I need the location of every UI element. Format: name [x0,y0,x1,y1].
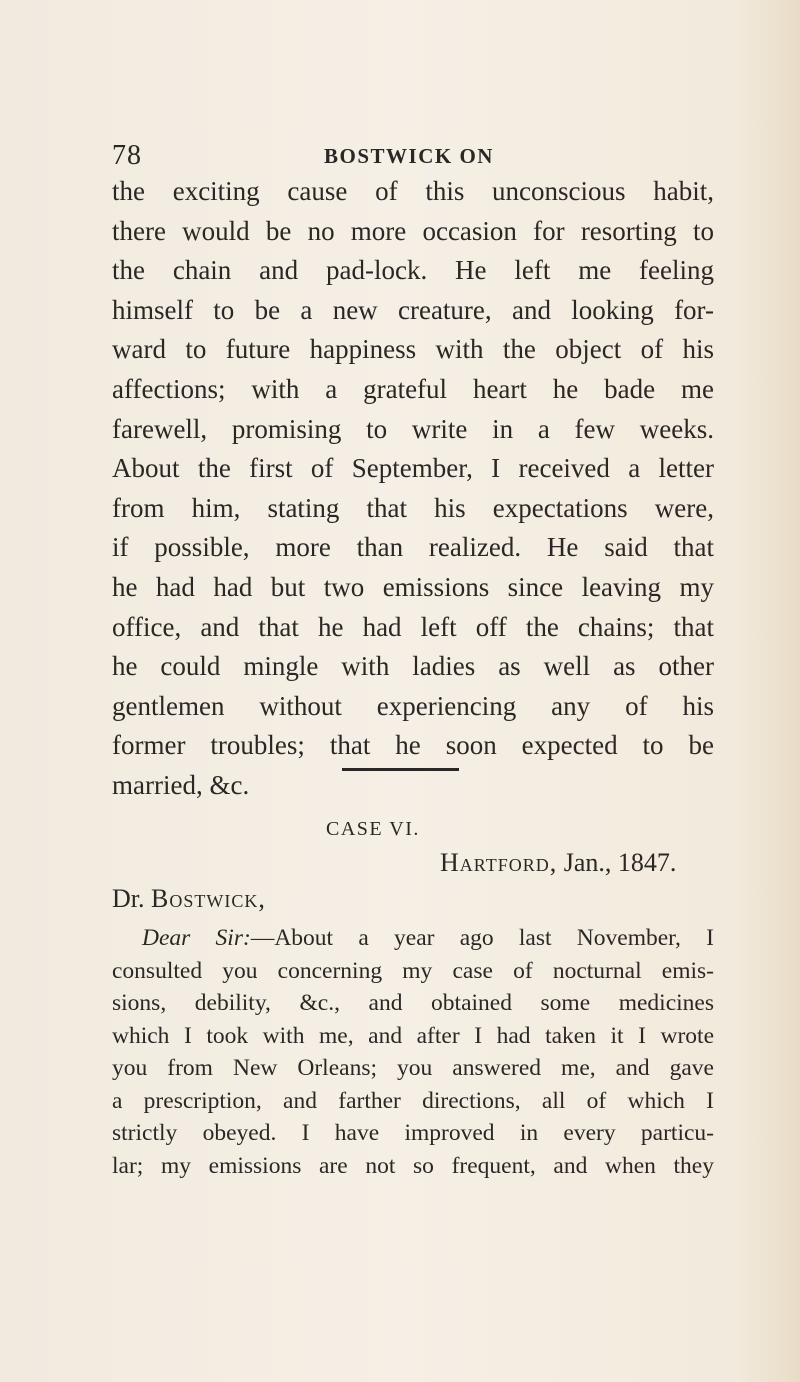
paragraph-line: the chain and pad-lock. He left me feeling [112,255,714,286]
letter-line: consulted you concerning my case of nocturnal emis- [112,957,714,984]
letter-line: a prescription, and farther directions, all of which I [112,1087,714,1114]
letter-line [112,922,714,955]
paragraph-line: the exciting cause of this unconscious habit, [112,176,714,206]
paragraph-line: ward to future happiness with the object of his [112,334,714,365]
letter-dateline [440,848,676,878]
letter-line: which I took with me, and after I had taken it I wrote [112,1022,714,1049]
section-divider [342,768,459,771]
letter-date: Jan., 1847. [563,848,677,877]
paragraph-line: About the first of September, I received a letter [112,453,714,484]
letter-first-line-rest: —About a year ago last November, I [250,925,714,951]
letter-line: you from New Orleans; you answered me, and gave [112,1055,714,1081]
paragraph-line: he had had but two emissions since leaving my [112,571,714,602]
letter-place: Hartford, [440,848,558,877]
paragraph-line: office, and that he had left off the chains; that [112,611,714,642]
paragraph-line: married, &c. [112,769,250,800]
page-number: 78 [112,140,142,171]
paragraph-line: farewell, promising to write in a few weeks. [112,413,714,444]
salutation-name: Bostwick, [151,884,266,913]
letter-salutation [112,884,266,914]
paragraph-line: there would be no more occasion for resorting to [112,215,714,246]
paragraph-line: himself to be a new creature, and looking for- [112,294,714,325]
letter-line: lar; my emissions are not so frequent, and when they [112,1152,714,1179]
running-head: BOSTWICK ON [324,144,494,168]
salutation-prefix: Dr. [112,884,145,913]
letter-greeting: Dear Sir: [142,925,251,951]
letter-line: strictly obeyed. I have improved in every particu- [112,1120,714,1146]
paragraph-line: if possible, more than realized. He said that [112,532,714,563]
letter-line: sions, debility, &c., and obtained some medicines [112,990,714,1016]
paragraph-line: gentlemen without experiencing any of his [112,690,714,721]
main-paragraph [112,172,714,806]
case-heading: CASE VI. [326,818,420,840]
page-header [112,140,712,176]
paragraph-line: he could mingle with ladies as well as other [112,651,714,682]
letter-body [112,922,714,1182]
paragraph-line: former troubles; that he soon expected to be [112,730,714,761]
paragraph-line: from him, stating that his expectations were, [112,492,714,523]
paragraph-line: affections; with a grateful heart he bade me [112,373,714,404]
